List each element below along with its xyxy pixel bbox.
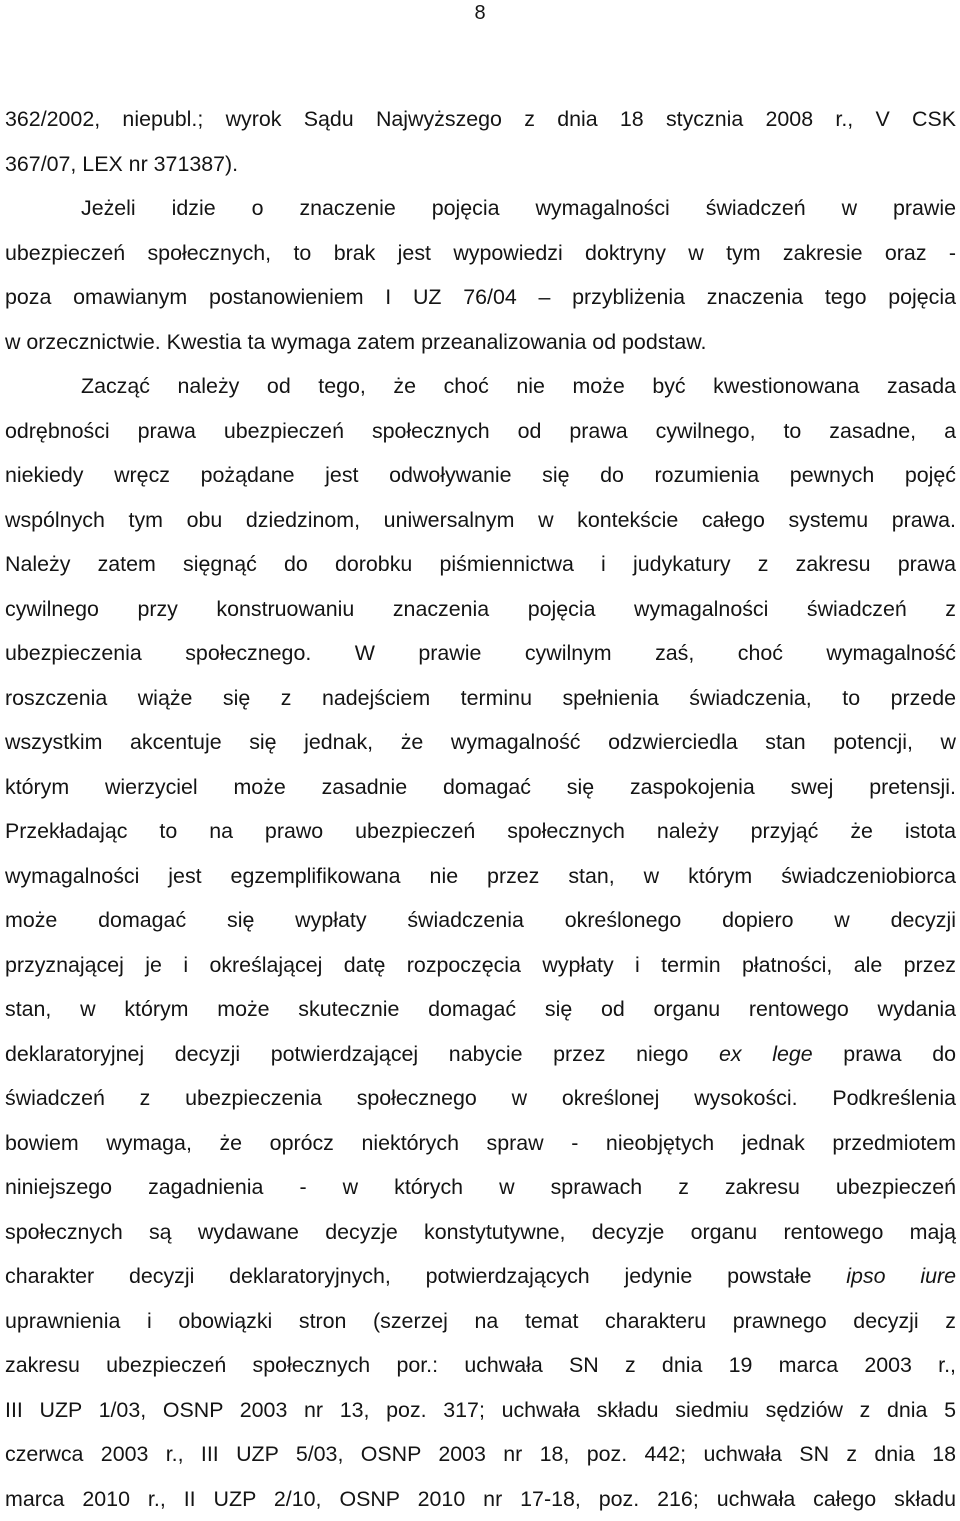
text-line: wymagalności jest egzemplifikowana nie przez stan, w którym świadczeniobiorca	[5, 854, 956, 899]
text-line: zakresu ubezpieczeń społecznych por.: uchwała SN z dnia 19 marca 2003 r.,	[5, 1343, 956, 1388]
text-line: ubezpieczenia społecznego. W prawie cywilnym zaś, choć wymagalność	[5, 631, 956, 676]
text-line: roszczenia wiąże się z nadejściem terminu spełnienia świadczenia, to przede	[5, 676, 956, 721]
text-line: w orzecznictwie. Kwestia ta wymaga zatem przeanalizowania od podstaw.	[5, 320, 956, 365]
text-line: cywilnego przy konstruowaniu znaczenia pojęcia wymagalności świadczeń z	[5, 587, 956, 632]
text-line: Jeżeli idzie o znaczenie pojęcia wymagalności świadczeń w prawie	[5, 186, 956, 231]
text-line: Należy zatem sięgnąć do dorobku piśmiennictwa i judykatury z zakresu prawa	[5, 542, 956, 587]
text-line: poza omawianym postanowieniem I UZ 76/04 – przybliżenia znaczenia tego pojęcia	[5, 275, 956, 320]
text-line: może domagać się wypłaty świadczenia określonego dopiero w decyzji	[5, 898, 956, 943]
text-line: Przekładając to na prawo ubezpieczeń społecznych należy przyjąć że istota	[5, 809, 956, 854]
text-line: niekiedy wręcz pożądane jest odwoływanie się do rozumienia pewnych pojęć	[5, 453, 956, 498]
text-line: niniejszego zagadnienia - w których w sprawach z zakresu ubezpieczeń	[5, 1165, 956, 1210]
text-line: ubezpieczeń społecznych, to brak jest wypowiedzi doktryny w tym zakresie oraz -	[5, 231, 956, 276]
text-line: świadczeń z ubezpieczenia społecznego w określonej wysokości. Podkreślenia	[5, 1076, 956, 1121]
text-segment: deklaratoryjnej decyzji potwierdzającej nabycie przez niego	[5, 1042, 719, 1066]
italic-term: ipso iure	[846, 1264, 956, 1288]
text-segment: charakter decyzji deklaratoryjnych, potwierdzających jedynie powstałe	[5, 1264, 846, 1288]
text-line	[5, 1032, 956, 1077]
text-line: uprawnienia i obowiązki stron (szerzej na temat charakteru prawnego decyzji z	[5, 1299, 956, 1344]
text-line: 362/2002, niepubl.; wyrok Sądu Najwyższego z dnia 18 stycznia 2008 r., V CSK	[5, 97, 956, 142]
text-line: 367/07, LEX nr 371387).	[5, 142, 956, 187]
text-line: stan, w którym może skutecznie domagać się od organu rentowego wydania	[5, 987, 956, 1032]
text-line: którym wierzyciel może zasadnie domagać się zaspokojenia swej pretensji.	[5, 765, 956, 810]
text-segment: prawa do	[813, 1042, 956, 1066]
text-line: marca 2010 r., II UZP 2/10, OSNP 2010 nr 17-18, poz. 216; uchwała całego składu	[5, 1477, 956, 1521]
text-line	[5, 1254, 956, 1299]
text-line: III UZP 1/03, OSNP 2003 nr 13, poz. 317; uchwała składu siedmiu sędziów z dnia 5	[5, 1388, 956, 1433]
text-line: bowiem wymaga, że oprócz niektórych spraw - nieobjętych jednak przedmiotem	[5, 1121, 956, 1166]
page-number: 8	[0, 1, 960, 25]
text-line: przyznającej je i określającej datę rozpoczęcia wypłaty i termin płatności, ale przez	[5, 943, 956, 988]
text-line: Zacząć należy od tego, że choć nie może być kwestionowana zasada	[5, 364, 956, 409]
italic-term: ex lege	[719, 1042, 813, 1066]
text-line: odrębności prawa ubezpieczeń społecznych od prawa cywilnego, to zasadne, a	[5, 409, 956, 454]
text-line: wspólnych tym obu dziedzinom, uniwersalnym w kontekście całego systemu prawa.	[5, 498, 956, 543]
text-line: społecznych są wydawane decyzje konstytutywne, decyzje organu rentowego mają	[5, 1210, 956, 1255]
body-text	[5, 97, 956, 1521]
text-line: czerwca 2003 r., III UZP 5/03, OSNP 2003 nr 18, poz. 442; uchwała SN z dnia 18	[5, 1432, 956, 1477]
text-line: wszystkim akcentuje się jednak, że wymagalność odzwierciedla stan potencji, w	[5, 720, 956, 765]
